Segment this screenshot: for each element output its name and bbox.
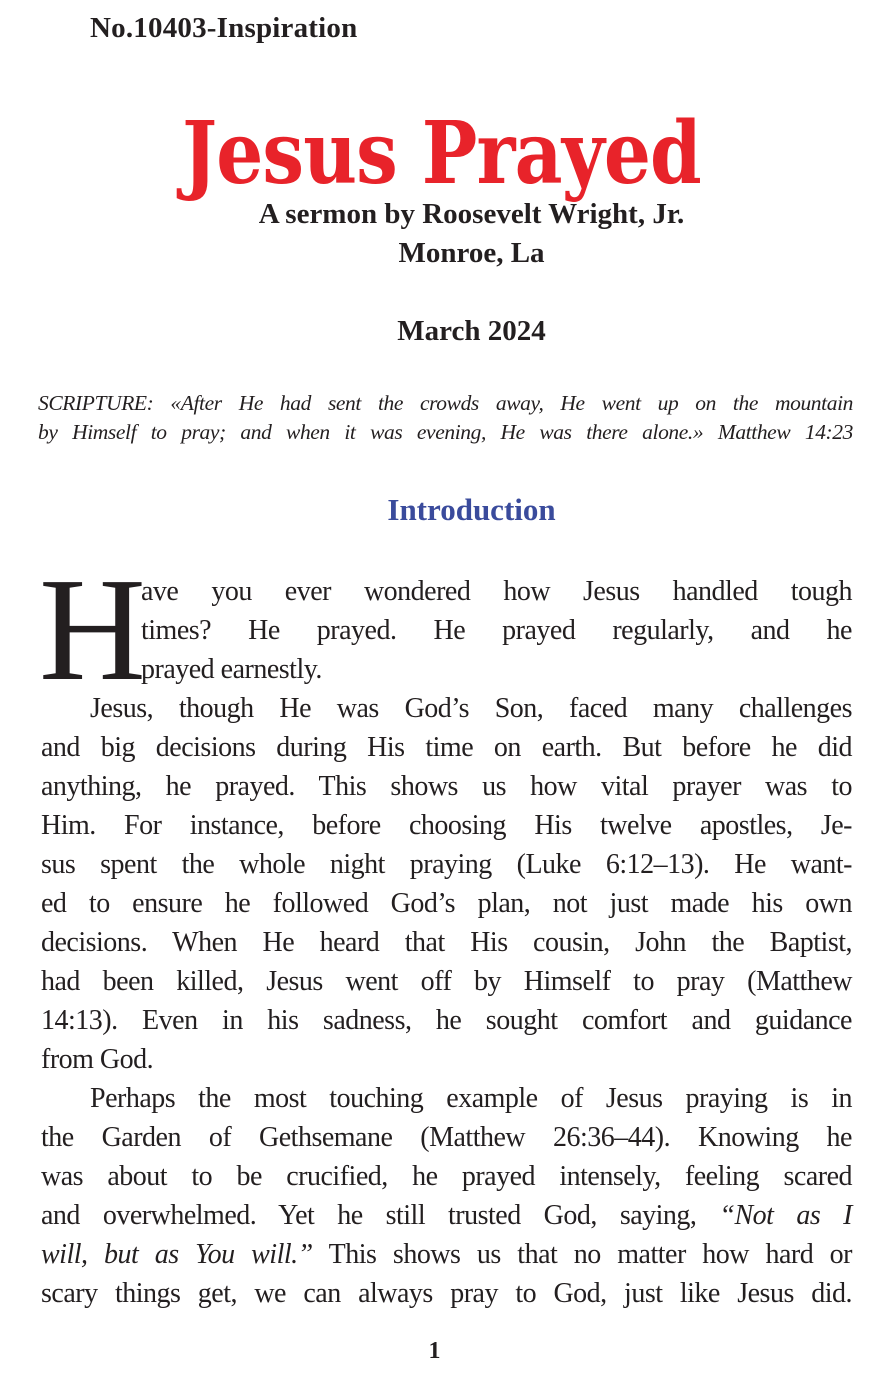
text-line: and big decisions during His time on earth. But before he did: [41, 732, 852, 763]
section-heading: Introduction: [387, 492, 556, 527]
text-line: decisions. When He heard that His cousin, John the Baptist,: [41, 927, 852, 958]
series-number: No.10403-Inspiration: [90, 12, 358, 44]
paragraph-3: [41, 1079, 852, 1313]
quote-text: will, but as You will.”: [41, 1239, 313, 1270]
text-line: ed to ensure he followed God’s plan, not just made his own: [41, 888, 852, 919]
text-line: scary things get, we can always pray to God, just like Jesus did.: [41, 1278, 852, 1309]
text-line: [41, 1235, 852, 1274]
text-line: times? He prayed. He prayed regularly, and he: [141, 615, 852, 646]
scripture-line: by Himself to pray; and when it was evening, He was there alone.» Matthew 14:23: [38, 420, 853, 444]
text-line: 14:13). Even in his sadness, he sought comfort and guidance: [41, 1005, 852, 1036]
text-line: from God.: [41, 1044, 154, 1075]
text-line: anything, he prayed. This shows us how vital prayer was to: [41, 771, 852, 802]
quote-text: “Not as I: [719, 1200, 852, 1231]
paragraph-2: [41, 689, 852, 1079]
text-line: sus spent the whole night praying (Luke 6:12–13). He want-: [41, 849, 852, 880]
text-line: [41, 1196, 852, 1235]
text-line: the Garden of Gethsemane (Matthew 26:36–44). Knowing he: [41, 1122, 852, 1153]
scripture-line: SCRIPTURE: «After He had sent the crowds away, He went up on the mountain: [38, 391, 853, 415]
sermon-title: Jesus Prayed: [182, 103, 701, 204]
place-line: Monroe, La: [398, 237, 545, 269]
scripture-quote: [38, 389, 853, 447]
text-run: and overwhelmed. Yet he still trusted God, saying,: [41, 1200, 720, 1231]
page-number-container: [0, 1338, 883, 1365]
body-text: [39, 548, 853, 1313]
text-line: Him. For instance, before choosing His twelve apostles, Je-: [41, 810, 852, 841]
text-line: was about to be crucified, he prayed intensely, feeling scared: [41, 1161, 852, 1192]
author-line: A sermon by Roosevelt Wright, Jr.: [258, 198, 685, 230]
text-line: had been killed, Jesus went off by Himself to pray (Matthew: [41, 966, 852, 997]
text-run: This shows us that no matter how hard or: [312, 1239, 853, 1270]
text-line: ave you ever wondered how Jesus handled tough: [141, 576, 852, 607]
page-number: 1: [428, 1338, 441, 1364]
text-line: Jesus, though He was God’s Son, faced many challenges: [90, 693, 852, 724]
drop-cap: H: [39, 548, 146, 712]
text-line: Perhaps the most touching example of Jesus praying is in: [90, 1083, 852, 1114]
text-line: prayed earnestly.: [141, 654, 322, 685]
date-line: March 2024: [397, 315, 546, 347]
